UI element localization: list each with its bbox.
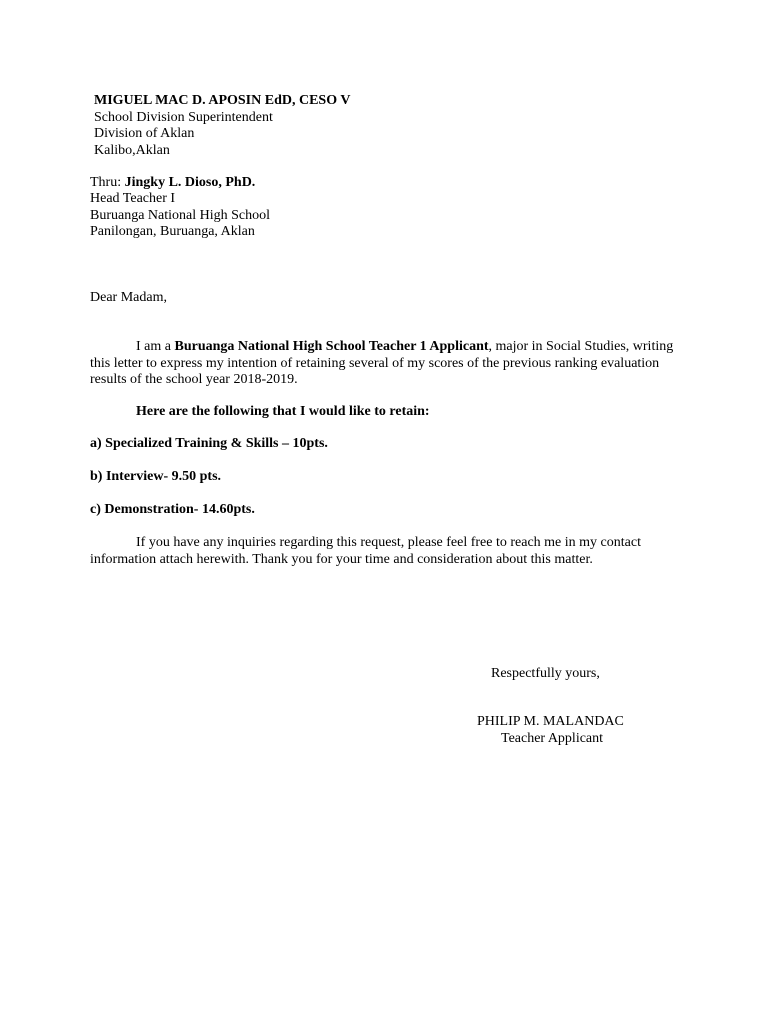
- retain-heading: Here are the following that I would like to retain:: [136, 404, 430, 419]
- retain-item: a) Specialized Training & Skills – 10pts.: [90, 436, 328, 451]
- body-paragraph-1: [90, 339, 680, 389]
- thru-title: Head Teacher I: [90, 191, 176, 206]
- body-paragraph-2: [90, 535, 650, 568]
- thru-prefix: Thru:: [90, 175, 125, 190]
- retain-item: b) Interview- 9.50 pts.: [90, 469, 222, 484]
- signatory-title: Teacher Applicant: [501, 731, 604, 746]
- thru-address: Panilongan, Buruanga, Aklan: [90, 224, 255, 239]
- retain-item: c) Demonstration- 14.60pts.: [90, 502, 255, 517]
- recipient-title: School Division Superintendent: [94, 110, 273, 125]
- p1-post: , major in Social Studies, writing this letter to express my intention of retaining several of my scores of the previous ranking evaluation results of the school year 2018-2019.: [90, 339, 674, 387]
- recipient-address: Kalibo,Aklan: [94, 143, 170, 158]
- p1-bold: Buruanga National High School Teacher 1 Applicant: [174, 339, 489, 354]
- valediction: Respectfully yours,: [491, 666, 600, 681]
- salutation: Dear Madam,: [90, 290, 167, 305]
- thru-school: Buruanga National High School: [90, 208, 271, 223]
- recipient-name: MIGUEL MAC D. APOSIN EdD, CESO V: [94, 93, 351, 108]
- recipient-division: Division of Aklan: [94, 126, 195, 141]
- thru-name: Jingky L. Dioso, PhD.: [124, 175, 256, 190]
- thru-line: [90, 175, 255, 191]
- p1-pre: I am a: [136, 339, 175, 354]
- p2-text: If you have any inquiries regarding this request, please feel free to reach me in my contact information attach herewith. Thank you for your time and consideration about this matter.: [90, 535, 641, 567]
- signatory-name: PHILIP M. MALANDAC: [477, 714, 624, 729]
